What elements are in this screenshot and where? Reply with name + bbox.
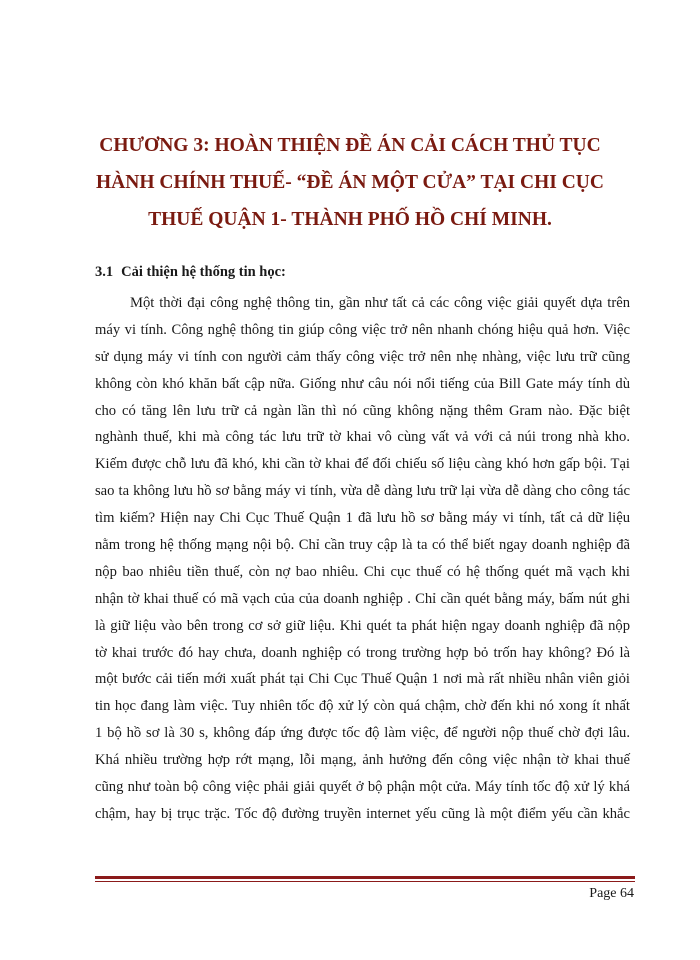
paragraph-line: nằm trong hệ thống mạng nội bộ. Chỉ cần truy cập là ta có thể biết ngay doanh nghiệp đã — [95, 537, 630, 554]
paragraph-line: là giữ liệu vào bên trong cơ sở giữ liệu. Khi quét ta phát hiện ngay doanh nghiệp đã nộp — [95, 617, 630, 634]
body-paragraph — [95, 290, 630, 828]
paragraph-line: Kiếm được chỗ lưu đã khó, khi cần tờ khai để đối chiếu số liệu càng khó hơn gấp bội. Tại — [95, 456, 630, 473]
footer-divider-thin — [95, 881, 635, 882]
chapter-title — [70, 127, 630, 238]
paragraph-line: máy vi tính. Công nghệ thông tin giúp công việc trở nên nhanh chóng hiệu quả hơn. Việc — [95, 321, 630, 338]
chapter-title-line: THUẾ QUẬN 1- THÀNH PHỐ HỒ CHÍ MINH. — [148, 209, 552, 230]
paragraph-line: tin học đang làm việc. Tuy nhiên tốc độ xử lý còn quá chậm, chờ đến khi nó xong ít nhất — [95, 698, 630, 715]
paragraph-line: nộp bao nhiêu tiền thuế, còn nợ bao nhiêu. Chi cục thuế có hệ thống quét mã vạch khi — [95, 563, 630, 580]
paragraph-line: tìm kiếm? Hiện nay Chi Cục Thuế Quận 1 đã lưu hồ sơ bằng máy vi tính, tất cả dữ liệu — [95, 510, 630, 527]
paragraph-line: Khá nhiều trường hợp rớt mạng, lỗi mạng, ảnh hưởng đến công việc nhận tờ khai thuế — [95, 752, 630, 769]
chapter-title-line: CHƯƠNG 3: HOÀN THIỆN ĐỀ ÁN CẢI CÁCH THỦ TỤC — [99, 135, 601, 156]
chapter-title-line: HÀNH CHÍNH THUẾ- “ĐỀ ÁN MỘT CỬA” TẠI CHI CỤC — [96, 172, 604, 193]
paragraph-line: cũng như toàn bộ công việc phải giải quyết ở bộ phận một cửa. Máy tính tốc độ xử lý khá — [95, 779, 630, 796]
page-number: Page 64 — [589, 886, 634, 901]
paragraph-line: chậm, hay bị trục trặc. Tốc độ đường truyền internet yếu cũng là một điểm yếu cần khắc — [95, 805, 630, 822]
footer-divider-thick — [95, 876, 635, 879]
section-number: 3.1 — [95, 264, 114, 280]
section-heading — [95, 264, 286, 281]
paragraph-line: 1 bộ hồ sơ là 30 s, không đáp ứng được tốc độ làm việc, để người nộp thuế chờ đợi lâu. — [95, 725, 630, 742]
paragraph-line: sao ta không lưu hồ sơ bằng máy vi tính, vừa dễ dàng lưu trữ lại vừa dễ dàng cho công tác — [95, 483, 630, 500]
paragraph-line: Một thời đại công nghệ thông tin, gần như tất cả các công việc giải quyết dựa trên — [130, 295, 630, 311]
paragraph-line: một bước cải tiến mới xuất phát tại Chi Cục Thuế Quận 1 nơi mà rất nhiều nhân viên giỏi — [95, 671, 630, 688]
paragraph-line: nghành thuế, khi mà công tác lưu trữ tờ khai vô cùng vất vả với cả núi trong nhà kho. — [95, 429, 630, 446]
paragraph-line: sử dụng máy vi tính con người cảm thấy công việc trở nên nhẹ nhàng, việc lưu trữ cũng — [95, 348, 630, 365]
paragraph-line: tờ khai trước đó hay chưa, doanh nghiệp có trong trường hợp bỏ trốn hay không? Đó là — [95, 644, 630, 661]
paragraph-line: cho có tăng lên lưu trữ cả ngàn lần thì nó cũng không nặng thêm Gram nào. Đặc biệt — [95, 402, 630, 419]
paragraph-line: nhận tờ khai thuế có mã vạch của của doanh nghiệp . Chỉ cần quét bằng máy, bấm nút ghi — [95, 590, 630, 607]
paragraph-line: không còn khó khăn bất cập nữa. Giống như câu nói nổi tiếng của Bill Gate máy tính dù — [95, 375, 630, 392]
section-title: Cải thiện hệ thống tin học: — [121, 264, 286, 280]
